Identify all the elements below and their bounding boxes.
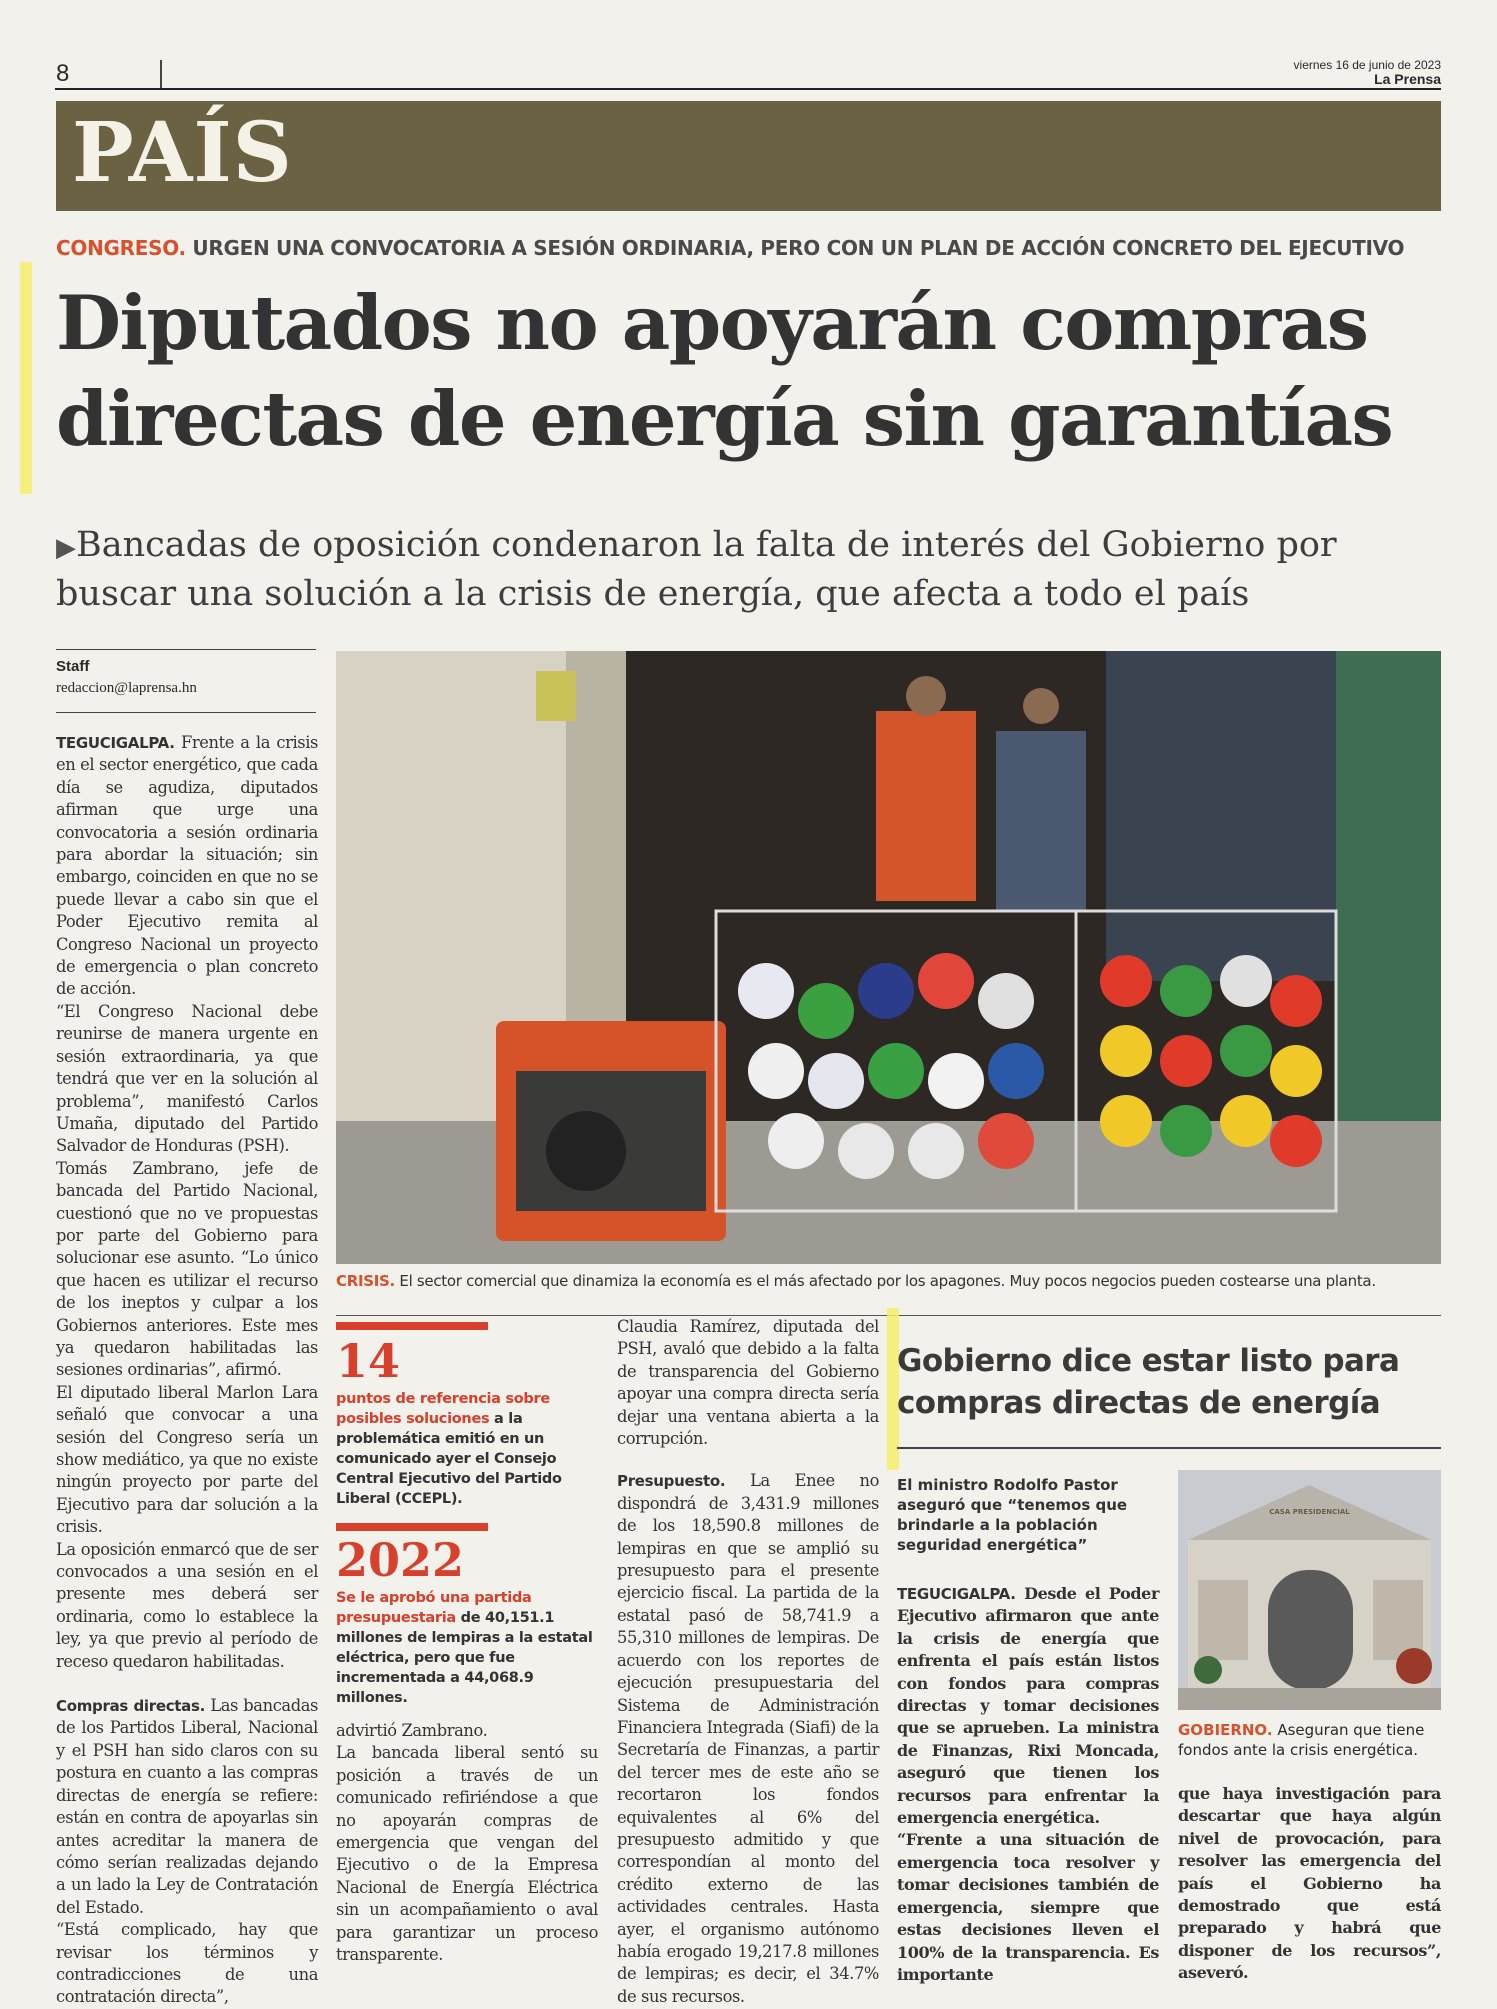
page-number: 8: [56, 60, 70, 87]
article-column-2: [336, 1720, 598, 1966]
sidebar-photo-caption: [1178, 1720, 1441, 1760]
sidebar-rule: [897, 1447, 1441, 1449]
byline-rule-bottom: [56, 712, 316, 713]
fact-text: [336, 1389, 598, 1509]
government-building-photo: [1178, 1470, 1441, 1710]
paragraph: La oposición enmarcó que de ser convocados a una sesión en el presente mes deberá ser ordinaria, como lo establece la ley, ya que previo al período de receso quedaron habilitadas.: [56, 1539, 318, 1671]
headline: Diputados no apoyarán compras directas de energía sin garantías: [56, 279, 1393, 463]
paragraph: Las bancadas de los Partidos Liberal, Nacional y el PSH han sido claros con su postura en cuanto a las compras directas de energía se refiere: están en contra de apoyarlas sin antes acreditar la manera de cómo serían realizadas dejando a un lado la Ley de Contratación del Estado.: [56, 1696, 319, 1917]
caption-tag: CRISIS.: [336, 1272, 395, 1290]
building-sign: CASA PRESIDENCIAL: [1269, 1508, 1350, 1516]
paragraph: “El Congreso Nacional debe reunirse de manera urgente en sesión extraordinaria, ya que tendrá que ver en la solución al problema”, manifestó Carlos Umaña, diputado del Partido Salvador de Honduras (PSH).: [56, 1001, 318, 1156]
building-illustration: [1178, 1470, 1441, 1710]
article-column-3: [617, 1316, 879, 2008]
photo-caption: [336, 1272, 1441, 1290]
dateline: TEGUCIGALPA.: [56, 734, 175, 752]
paragraph: Desde el Poder Ejecutivo afirmaron que ante la crisis de energía que enfrenta el país están listos con fondos para compras directas y tomar decisiones que se aprueben. La ministra de Finanzas, Rixi Moncada, aseguró que tienen los recursos para enfrentar la emergencia energética.: [897, 1584, 1159, 1828]
caption-tag: GOBIERNO.: [1178, 1721, 1273, 1739]
paragraph: Tomás Zambrano, jefe de bancada del Partido Nacional, cuestionó que no ve propuestas por parte del Gobierno para solucionar ese asunto. “Lo único que hacen es utilizar el recurso de los ineptos y culpar a los Gobiernos anteriores. Este mes ya quedaron habilitadas las sesiones ordinarias”, afirmó.: [56, 1158, 318, 1380]
paragraph: “Está complicado, hay que revisar los términos y contradicciones de una contratación directa”,: [56, 1920, 318, 2007]
fact-text: [336, 1588, 598, 1708]
deck-text: Bancadas de oposición condenaron la falta de interés del Gobierno por buscar una solución a la crisis de energía, que afecta a todo el país: [56, 525, 1337, 614]
byline-author: Staff: [56, 658, 90, 675]
kicker: [56, 236, 1446, 260]
store-generator-photo: [336, 651, 1441, 1264]
fact-highlight: puntos de referencia sobre posibles soluciones: [336, 1391, 550, 1427]
paragraph: La Enee no dispondrá de 3,431.9 millones de los 18,590.8 millones de lempiras en que se amplió su presupuesto para el presente ejercicio fiscal. La partida de la estatal pasó de 58,741.9 a 55,310 millones de lempiras. De acuerdo con los reportes de ejecución presupuestaria del Sistema de Administración Financiera Integrada (Siafi) de la Secretaría de Finanzas, a partir del tercer mes de este año se recortaron los fondos equivalentes al 6% del presupuesto admitido y que correspondían al monto del crédito externo de las actividades centrales. Hasta ayer, el organismo autónomo había erogado 19,217.8 millones de lempiras; es decir, el 34.7% de sus recursos.: [617, 1471, 879, 2006]
subhead: Presupuesto.: [617, 1472, 726, 1491]
kicker-tag: CONGRESO.: [56, 236, 186, 260]
sidebar-column-1: [897, 1583, 1159, 1986]
dateline: TEGUCIGALPA.: [897, 1585, 1016, 1603]
deck: [56, 522, 1416, 617]
paragraph: Claudia Ramírez, diputada del PSH, avaló que debido a la falta de transparencia del Gobierno apoyar una compra directa sería dejar una ventana abierta a la corrupción.: [617, 1317, 879, 1449]
byline-rule: [56, 649, 316, 650]
header-divider: [160, 60, 162, 88]
section-title: PAÍS: [72, 105, 293, 201]
date-text: viernes 16 de junio de 2023: [1293, 58, 1441, 72]
sidebar-column-2: [1178, 1783, 1441, 1985]
paragraph: advirtió Zambrano.: [336, 1721, 488, 1740]
fact-number: 14: [336, 1334, 401, 1388]
header-rule: [55, 88, 1441, 90]
caption-text: El sector comercial que dinamiza la economía es el más afectado por los apagones. Muy pocos negocios pueden costearse una planta.: [394, 1272, 1376, 1290]
paragraph: que haya investigación para descartar que haya algún nivel de provocación, para resolver las emergencia del país el Gobierno ha demostrado que está preparado y habrá que disponer de los recursos”, aseveró.: [1178, 1784, 1441, 1983]
sidebar-headline: Gobierno dice estar listo para compras directas de energía: [897, 1343, 1400, 1421]
publication-name: La Prensa: [1374, 71, 1441, 87]
deck-arrow-icon: ▶: [56, 533, 76, 563]
paragraph: Frente a la crisis en el sector energético, que cada día se agudiza, diputados afirman que urge una convocatoria a sesión ordinaria para abordar la situación; sin embargo, coinciden en que no se puede llevar a cabo sin que el Poder Ejecutivo remita al Congreso Nacional un proyecto de emergencia o plan concreto de acción.: [56, 733, 318, 999]
paragraph: La bancada liberal sentó su posición a través de un comunicado refiriéndose a que no apoyarán compras de emergencia que vengan del Ejecutivo o de la Empresa Nacional de Energía Eléctrica sin un acompañamiento o aval para garantizar un proceso transparente.: [336, 1743, 598, 1965]
photo-illustration: [336, 651, 1441, 1264]
caption-text: Aseguran que tiene fondos ante la crisis energética.: [1178, 1721, 1425, 1759]
fact-body: de 40,151.1 millones de lempiras a la estatal eléctrica, pero que fue incrementada a 44,068.9 millones.: [336, 1610, 593, 1706]
kicker-text: URGEN UNA CONVOCATORIA A SESIÓN ORDINARIA, PERO CON UN PLAN DE ACCIÓN CONCRETO DEL EJECUTIVO: [185, 236, 1405, 260]
subhead: Compras directas.: [56, 1697, 206, 1716]
article-column-1: [56, 732, 318, 2009]
header-date: [1294, 58, 1441, 86]
paragraph: El diputado liberal Marlon Lara señaló que convocar a una sesión del Congreso sería un show mediático, ya que no existe ningún proyecto por parte del Ejecutivo para dar solución a la crisis.: [56, 1382, 318, 1537]
fact-body: a la problemática emitió en un comunicado ayer el Consejo Central Ejecutivo del Partido Liberal (CCEPL).: [336, 1411, 562, 1507]
sidebar-subtitle: El ministro Rodolfo Pastor aseguró que “tenemos que brindarle a la población seguridad energética”: [897, 1476, 1128, 1554]
highlighter-mark: [20, 262, 32, 494]
fact-number: 2022: [336, 1533, 465, 1587]
fact-bar: [336, 1523, 488, 1531]
fact-highlight: Se le aprobó una partida presupuestaria: [336, 1590, 532, 1626]
paragraph: “Frente a una situación de emergencia toca resolver y tomar decisiones también de emergencia, siempre que estas decisiones lleven el 100% de la transparencia. Es importante: [897, 1830, 1159, 1984]
byline-email[interactable]: redaccion@laprensa.hn: [56, 680, 197, 696]
fact-bar: [336, 1322, 488, 1330]
